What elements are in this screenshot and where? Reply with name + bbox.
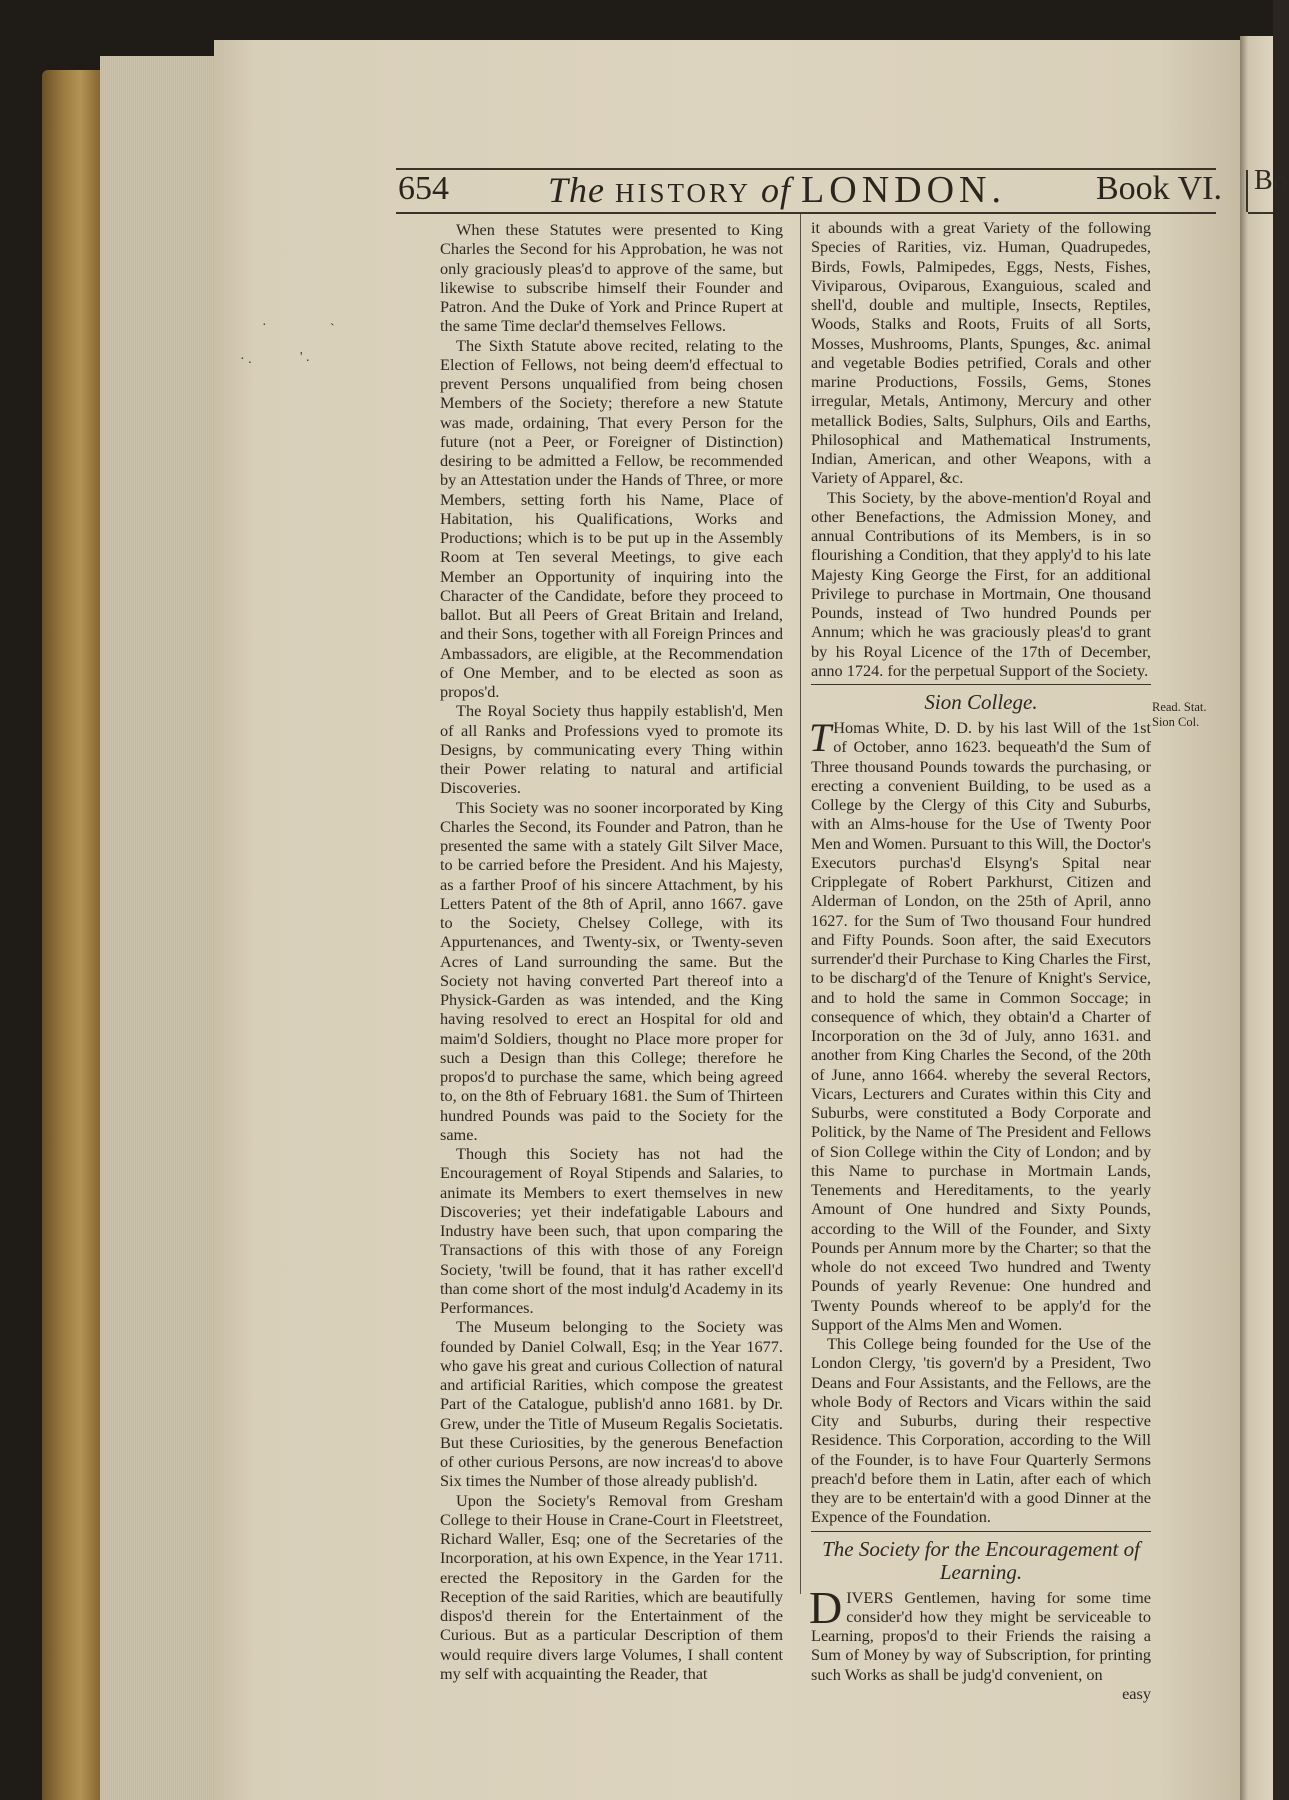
title-london: LONDON.: [801, 169, 1006, 211]
margin-note-line: Read. Stat.: [1152, 700, 1207, 714]
left-column: [440, 220, 783, 1683]
title-of: of: [761, 170, 792, 210]
next-page-rule-vertical: [1246, 170, 1248, 212]
paragraph: This Society, by the above-mention'd Royal and other Benefactions, the Admission Money, and annual Contributions of its Members, is in so flourishing a Condition, that they apply'd to his late Majesty King George the First, for an additional Privilege to purchase in Mortmain, One thousand Pounds, instead of Two hundred Pounds per Annum; which he was graciously pleas'd to grant by his Royal Licence of the 17th of December, anno 1724. for the perpetual Support of the Society.: [811, 487, 1151, 680]
paragraph-text: IVERS Gentlemen, having for some time consider'd how they might be serviceable to Learning, propos'd to their Friends the raising a Sum of Money by way of Subscription, for printing such Works as shall be judg'd convenient, on: [811, 1587, 1151, 1684]
section-rule: [811, 1531, 1151, 1532]
next-page-edge: [1240, 36, 1273, 1800]
margin-note: [1152, 700, 1207, 730]
paragraph: The Royal Society thus happily establish'd, Men of all Ranks and Professions vyed to promote its Designs, by communicating every Thing within their Power relating to natural and artificial Discoveries.: [440, 701, 783, 798]
title-the: The: [548, 170, 605, 210]
book-label: Book VI.: [1096, 170, 1222, 207]
paragraph: Though this Society has not had the Encouragement of Royal Stipends and Salaries, to animate its Members to exert themselves in new Discoveries; yet their indefatigable Labours and Industry have been such, that upon comparing the Transactions of this with those of any Foreign Society, 'twill be found, that it has rather excell'd than come short of the most indulg'd Academy in its Performances.: [440, 1144, 783, 1317]
paragraph: [809, 715, 1151, 1334]
page-edges: [100, 56, 220, 1800]
section-heading-sion-college: Sion College.: [924, 690, 1038, 714]
next-page-header-fragment: Bo: [1254, 165, 1289, 196]
section-heading-society-encouragement-learning: The Society for the Encouragement of Learning.: [822, 1536, 1140, 1584]
column-divider: [800, 214, 801, 1594]
paragraph: it abounds with a great Variety of the following Species of Rarities, viz. Human, Quadrupedes, Birds, Fowls, Palmipedes, Eggs, Nests, Fishes, Viviparous, Oviparous, Exanguious, scaled and shell'd, double and multiple, Insects, Reptiles, Woods, Stalks and Roots, Fruits of all Sorts, Mosses, Mushrooms, Plants, Spunges, &c. animal and vegetable Bodies petrified, Corals and other marine Productions, Fossils, Gems, Stones irregular, Metals, Antimony, Mercury and other metallick Bodies, Salts, Sulphurs, Oils and Earths, Philosophical and Mathematical Instruments, Indian, American, and other Weapons, with a Variety of Apparel, &c.: [811, 218, 1151, 488]
drop-cap: D: [809, 1581, 843, 1633]
ink-speck: ' .: [300, 350, 310, 365]
paragraph: The Sixth Statute above recited, relating to the Election of Fellows, not being deem'd effectual to prevent Persons unqualified from being chosen Members of the Society; therefore a new Statute was made, ordaining, That every Person for the future (not a Peer, or Foreigner of Distinction) desiring to be admitted a Fellow, be recommended by an Attestation under the Hands of Three, or more Members, setting forth his Name, Place of Habitation, his Qualifications, Works and Productions; which is to be put up in the Assembly Room at Ten several Meetings, to give each Member an Opportunity of inquiring into the Character of the Candidate, before they proceed to ballot. But all Peers of Great Britain and Ireland, and their Sons, together with all Foreign Princes and Ambassadors, are eligible, at the Recommendation of One Member, and to be elected as soon as propos'd.: [440, 335, 783, 701]
running-title: [548, 168, 1006, 212]
paragraph: Upon the Society's Removal from Gresham College to their House in Crane-Court in Fleetstreet, Richard Waller, Esq; one of the Secretaries of the Incorporation, at his own Expence, in the Year 1711. erected the Repository in the Garden for the Reception of the said Rarities, which are beautifully dispos'd therein for the Entertainment of the Curious. But as a particular Description of them would require divers large Volumes, I shall content my self with acquainting the Reader, that: [440, 1490, 783, 1683]
paragraph-text: Homas White, D. D. by his last Will of the 1st of October, anno 1623. bequeath'd the Sum of Three thousand Pounds towards the purchasing, or erecting a convenient Building, to be used as a College by the Clergy of this City and Suburbs, with an Alms-house for the Use of Twenty Poor Men and Women. Pursuant to this Will, the Doctor's Executors purchas'd Elsyng's Spital near Cripplegate of Robert Parkhurst, Citizen and Alderman of London, on the 25th of April, anno 1627. for the Sum of Two thousand Four hundred and Fifty Pounds. Soon after, the said Executors surrender'd their Purchase to King Charles the First, to be discharg'd of the Tenure of Knight's Service, and to hold the same in Common Soccage; in consequence of which, they obtain'd a Charter of Incorporation on the 3d of July, anno 1631. and another from King Charles the Second, of the 20th of June, anno 1664. whereby the several Rectors, Vicars, Lecturers and Curates within this City and Suburbs, were constituted a Body Corporate and Politick, by the Name of The President and Fellows of Sion College within the City of London; and by this Name to purchase in Mortmain Lands, Tenements and Hereditaments, to the yearly Amount of One hundred and Sixty Pounds, according to the Will of the Founder, and Sixty Pounds per Annum more by the Charter; so that the whole do not exceed Two hundred and Twenty Pounds of yearly Revenue: One hundred and Twenty Pounds whereof to be apply'd for the Support of the Alms Men and Women.: [811, 718, 1151, 1334]
title-history: HISTORY: [615, 178, 752, 208]
catchword: easy: [1122, 1683, 1151, 1703]
drop-cap: T: [809, 715, 832, 760]
paragraph: This Society was no sooner incorporated by King Charles the Second, its Founder and Patron, than he presented the same with a stately Gilt Silver Mace, to be carried before the President. And his Majesty, as a farther Proof of his sincere Attachment, by his Letters Patent of the 8th of April, anno 1667. gave to the Society, Chelsey College, with its Appurtenances, and Twenty-six, or Twenty-seven Acres of Land surrounding the same. But the Society not having converted Part thereof into a Physick-Garden as was intended, and the King having resolved to erect an Hospital for old and maim'd Soldiers, thought no Place more proper for such a Design than this College; therefore he propos'd to purchase the same, which being agreed to, on the 8th of February 1681. the Sum of Thirteen hundred Pounds was paid to the Society for the same.: [440, 797, 783, 1144]
next-page-rule: [1248, 212, 1273, 214]
section-rule: [811, 684, 1151, 685]
paragraph: [809, 1581, 1151, 1684]
ink-speck: ·: [262, 318, 267, 333]
paragraph: The Museum belonging to the Society was founded by Daniel Colwall, Esq; in the Year 1677. who gave his great and curious Collection of natural and artificial Rarities, which compose the greatest Part of the Catalogue, publish'd anno 1681. by Dr. Grew, under the Title of Museum Regalis Societatis. But these Curiosities, by the generous Benefaction of other curious Persons, are now increas'd to above Six times the Number of those already publish'd.: [440, 1317, 783, 1491]
ink-speck: `: [330, 322, 335, 337]
paragraph: When these Statutes were presented to King Charles the Second for his Approbation, he was not only graciously pleas'd to approve of the same, but likewise to subscribe himself their Founder and Patron. And the Duke of York and Prince Rupert at the same Time declar'd themselves Fellows.: [440, 220, 783, 336]
right-column: [811, 218, 1151, 1703]
ink-speck: · .: [240, 352, 252, 367]
paragraph: This College being founded for the Use of the London Clergy, 'tis govern'd by a President, Two Deans and Four Assistants, and the Fellows, are the whole Body of Rectors and Vicars within the said City and Suburbs, during their respective Residence. This Corporation, according to the Will of the Founder, is to have Four Quarterly Sermons preach'd before them in Latin, after each of which they are to be entertain'd with a good Dinner at the Expence of the Foundation.: [811, 1334, 1151, 1527]
page-number: 654: [398, 170, 449, 207]
margin-note-line: Sion Col.: [1152, 715, 1200, 729]
header-rule-bottom: [396, 212, 1216, 214]
